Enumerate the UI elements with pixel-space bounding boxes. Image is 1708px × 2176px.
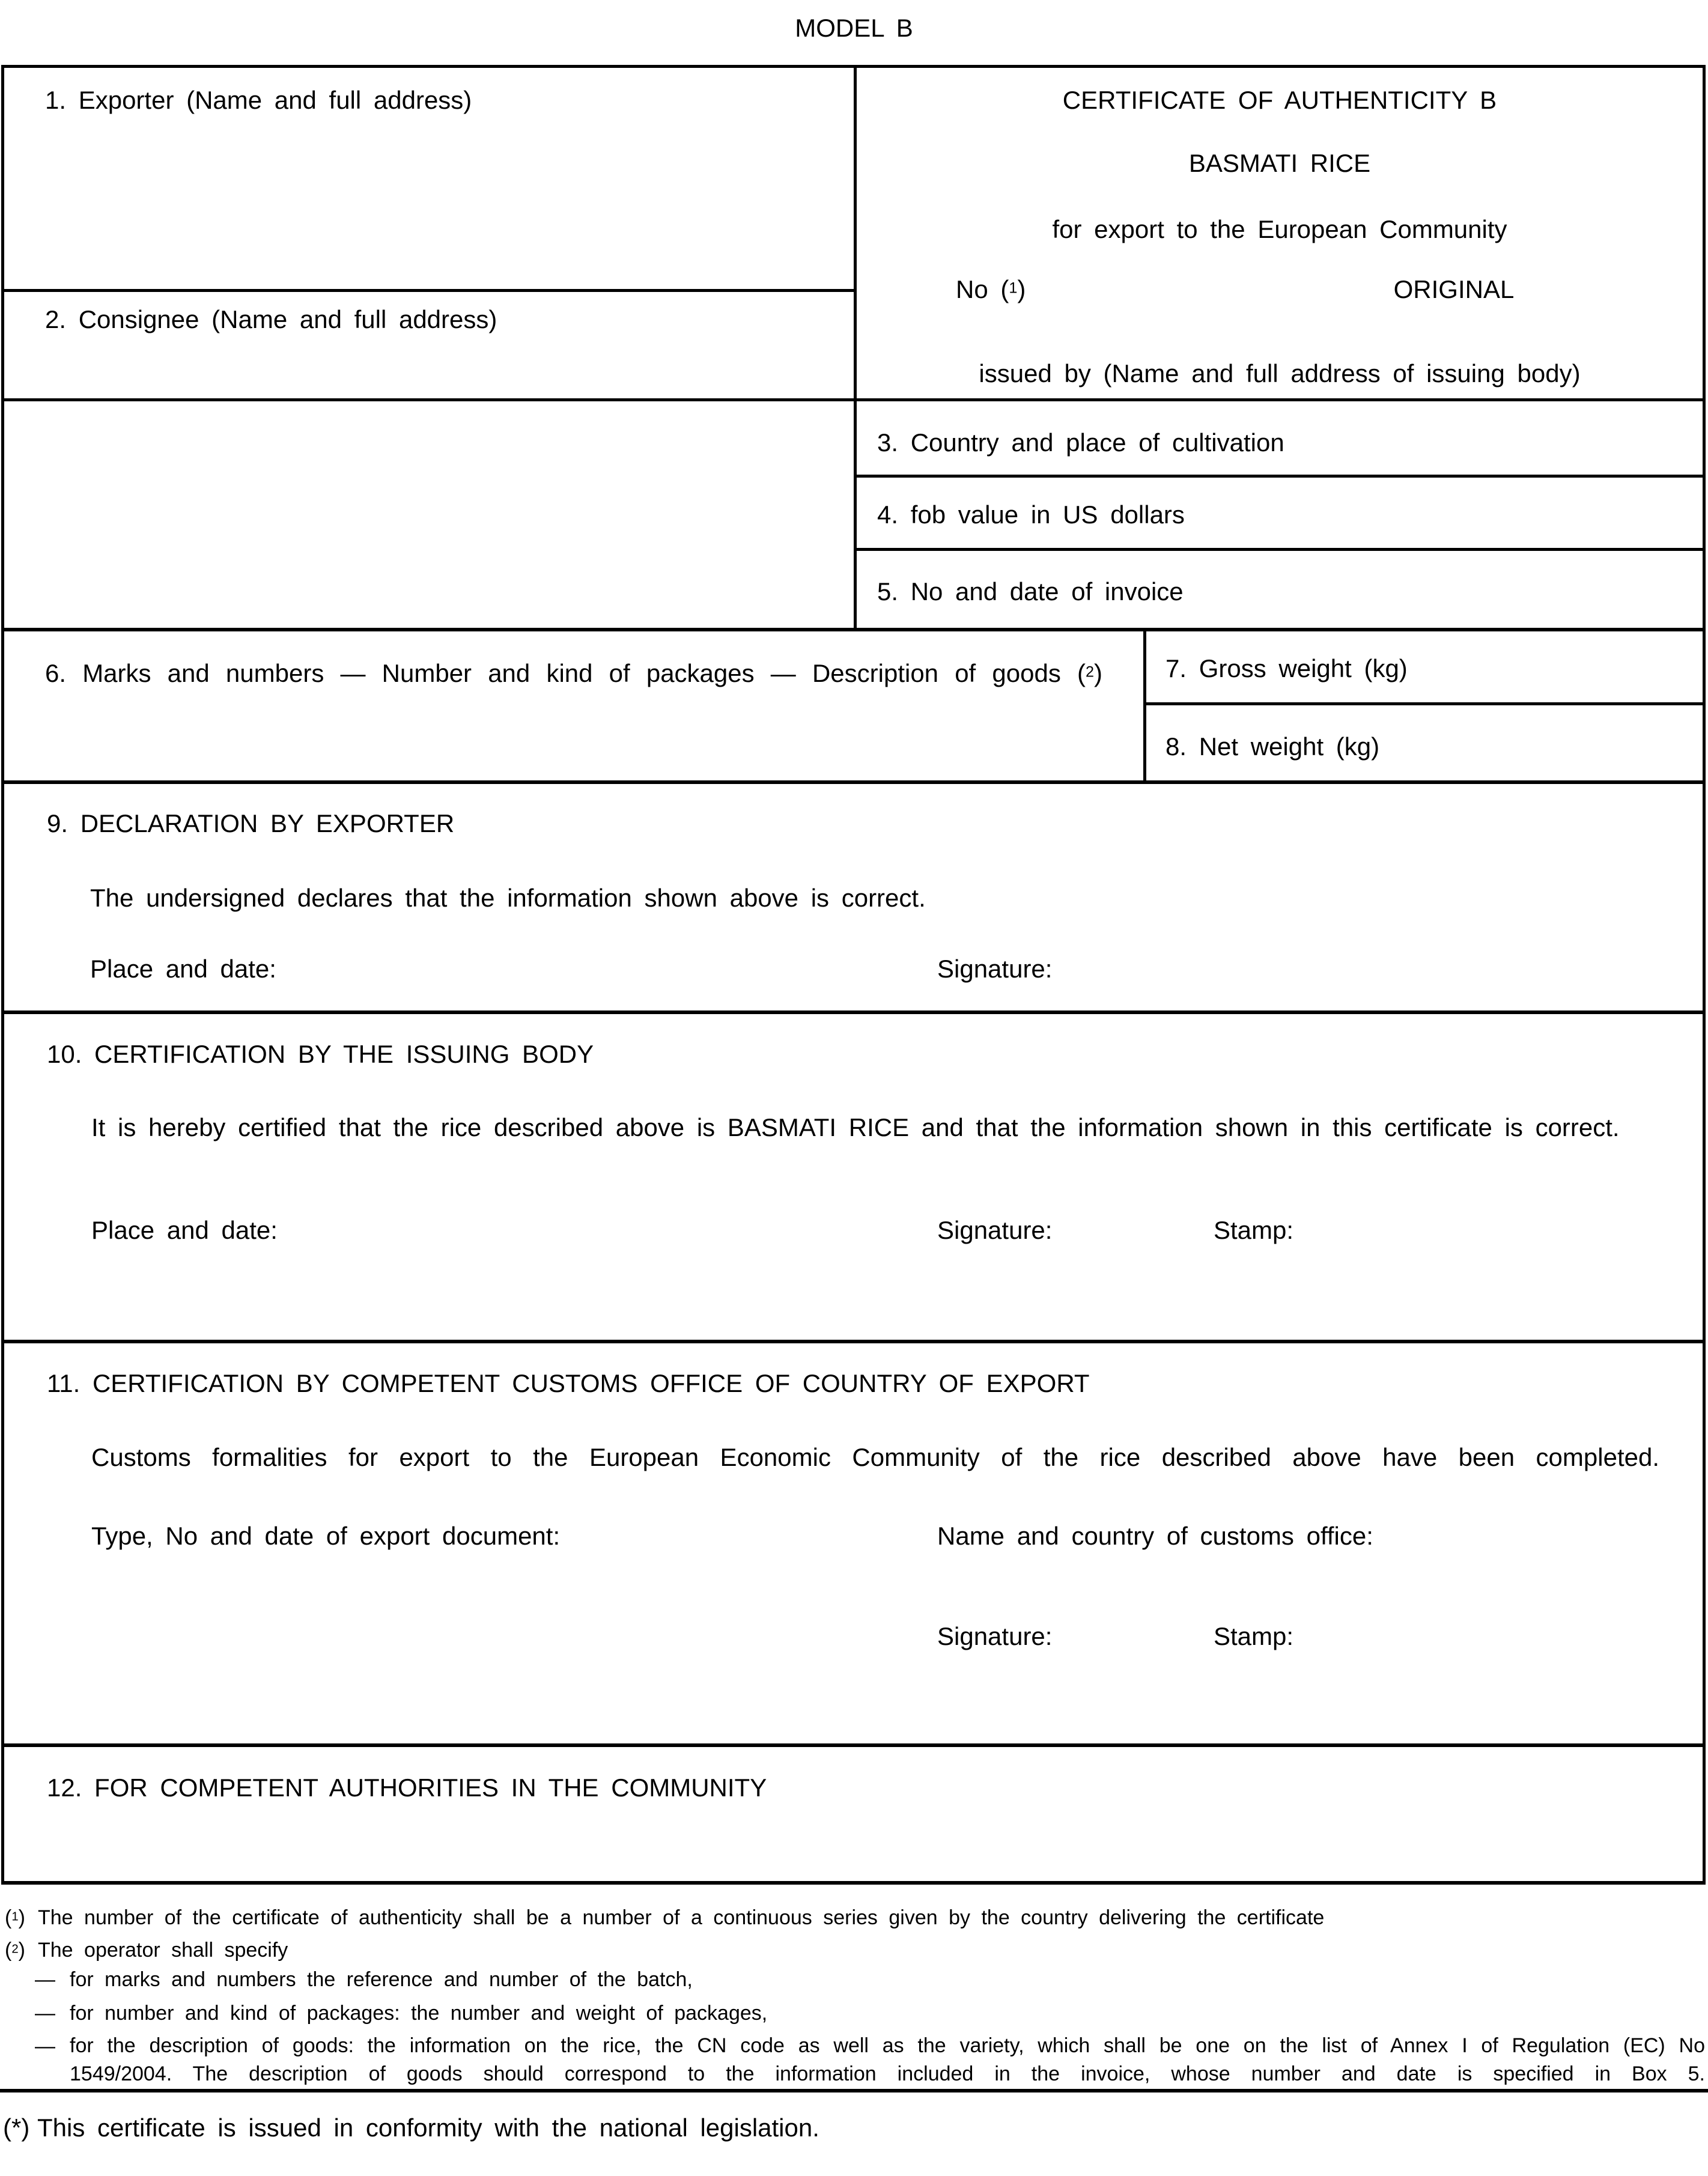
divider-table-left [1, 65, 4, 1885]
box-5-invoice-label: 5. No and date of invoice [877, 577, 1184, 606]
divider-row6-top [1, 628, 1706, 631]
footnote-1-marker [5, 1903, 25, 1932]
footnote-dash-1-text: for marks and numbers the reference and number of the batch, [70, 1968, 693, 1991]
no-label-close: ) [1017, 275, 1026, 303]
section-11-signature-label: Signature: [937, 1622, 1053, 1650]
footnote-2-paren-close: ) [18, 1939, 25, 1962]
footnote-dash-3-text: for the description of goods: the information on the rice, the CN code as well as the variety, which shall be one on the list of Annex I of Regulation (EC) No 1549/2004. The description of goods should correspond to the information included in the invoice, whose number and date is specified in Box 5. [70, 2034, 1705, 2085]
box-6-footnote-ref: 2 [1085, 663, 1094, 681]
divider-table-bottom [1, 1881, 1706, 1885]
box-4-fob-label: 4. fob value in US dollars [877, 500, 1185, 529]
divider-box6-box7 [1143, 628, 1146, 784]
section-10-signature-label: Signature: [937, 1216, 1053, 1244]
original-label: ORIGINAL [1393, 275, 1515, 303]
model-b-title: MODEL B [795, 14, 913, 42]
box-8-net-weight-label: 8. Net weight (kg) [1166, 732, 1380, 761]
section-10-stamp-label: Stamp: [1214, 1216, 1294, 1244]
section-10-heading: 10. CERTIFICATION BY THE ISSUING BODY [47, 1040, 594, 1068]
divider-box2-bottom [1, 398, 1706, 401]
divider-sec9-sec10 [1, 1011, 1706, 1014]
footnote-2-number: 2 [11, 1942, 19, 1956]
divider-row6-bottom [1, 780, 1706, 784]
divider-table-right [1703, 65, 1706, 1885]
issued-by-label: issued by (Name and full address of issuing body) [979, 359, 1581, 387]
box-6-marks-label [45, 658, 1102, 688]
box-1-exporter-label: 1. Exporter (Name and full address) [45, 86, 472, 114]
certificate-title: CERTIFICATE OF AUTHENTICITY B [1062, 86, 1497, 114]
section-11-customs-text: Customs formalities for export to the European Economic Community of the rice described above have been completed. [91, 1443, 1659, 1471]
footnote-1-paren-close: ) [18, 1906, 25, 1929]
box-2-consignee-label: 2. Consignee (Name and full address) [45, 305, 497, 333]
divider-box3-box4 [854, 475, 1706, 478]
box-6-text-close: ) [1094, 659, 1102, 687]
footnote-1-paren-open: ( [5, 1906, 12, 1929]
box-3-cultivation-label: 3. Country and place of cultivation [877, 428, 1284, 457]
section-10-certification-text: It is hereby certified that the rice described above is BASMATI RICE and that the information shown in this certificate is correct. [91, 1113, 1620, 1141]
footnote-dash-3-bullet: — [35, 2035, 55, 2058]
divider-box1-box2 [1, 289, 857, 292]
star-note-text: This certificate is issued in conformity with the national legislation. [37, 2114, 819, 2142]
certificate-subtitle-export: for export to the European Community [1052, 215, 1507, 243]
footnote-2-marker [5, 1936, 25, 1965]
footnote-dash-2-bullet: — [35, 2002, 55, 2025]
star-note-marker: (*) [3, 2114, 30, 2142]
footnote-dash-2-text: for number and kind of packages: the number and weight of packages, [70, 2002, 768, 2025]
section-11-customs-office-label: Name and country of customs office: [937, 1522, 1373, 1550]
section-9-signature-label: Signature: [937, 955, 1053, 983]
footnote-2-paren-open: ( [5, 1939, 12, 1962]
certificate-number-label [956, 275, 1026, 305]
certificate-subtitle-basmati: BASMATI RICE [1188, 149, 1371, 177]
no-label: No ( [956, 275, 1009, 303]
section-10-place-date-label: Place and date: [91, 1216, 278, 1244]
section-9-place-date-label: Place and date: [90, 955, 276, 983]
section-9-heading: 9. DECLARATION BY EXPORTER [47, 809, 455, 837]
section-11-stamp-label: Stamp: [1214, 1622, 1294, 1650]
divider-box7-box8 [1143, 702, 1706, 705]
footnote-1-text: The number of the certificate of authenticity shall be a number of a continuous series given by the country delivering the certificate [38, 1906, 1325, 1929]
section-11-heading: 11. CERTIFICATION BY COMPETENT CUSTOMS OFFICE OF COUNTRY OF EXPORT [47, 1369, 1090, 1397]
box-6-text: 6. Marks and numbers — Number and kind of packages — Description of goods ( [45, 659, 1086, 687]
footnote-1-number: 1 [11, 1910, 19, 1924]
divider-footnote-rule [0, 2089, 1708, 2092]
section-11-export-document-label: Type, No and date of export document: [91, 1522, 561, 1550]
footnote-dash-1-bullet: — [35, 1968, 55, 1991]
divider-sec11-sec12 [1, 1743, 1706, 1747]
divider-sec10-sec11 [1, 1340, 1706, 1343]
divider-box4-box5 [854, 548, 1706, 551]
box-7-gross-weight-label: 7. Gross weight (kg) [1166, 654, 1408, 682]
no-footnote-ref: 1 [1009, 279, 1018, 297]
footnote-2-text: The operator shall specify [38, 1939, 288, 1962]
section-9-declaration-text: The undersigned declares that the information shown above is correct. [90, 884, 926, 912]
section-12-heading: 12. FOR COMPETENT AUTHORITIES IN THE COMMUNITY [47, 1773, 767, 1802]
